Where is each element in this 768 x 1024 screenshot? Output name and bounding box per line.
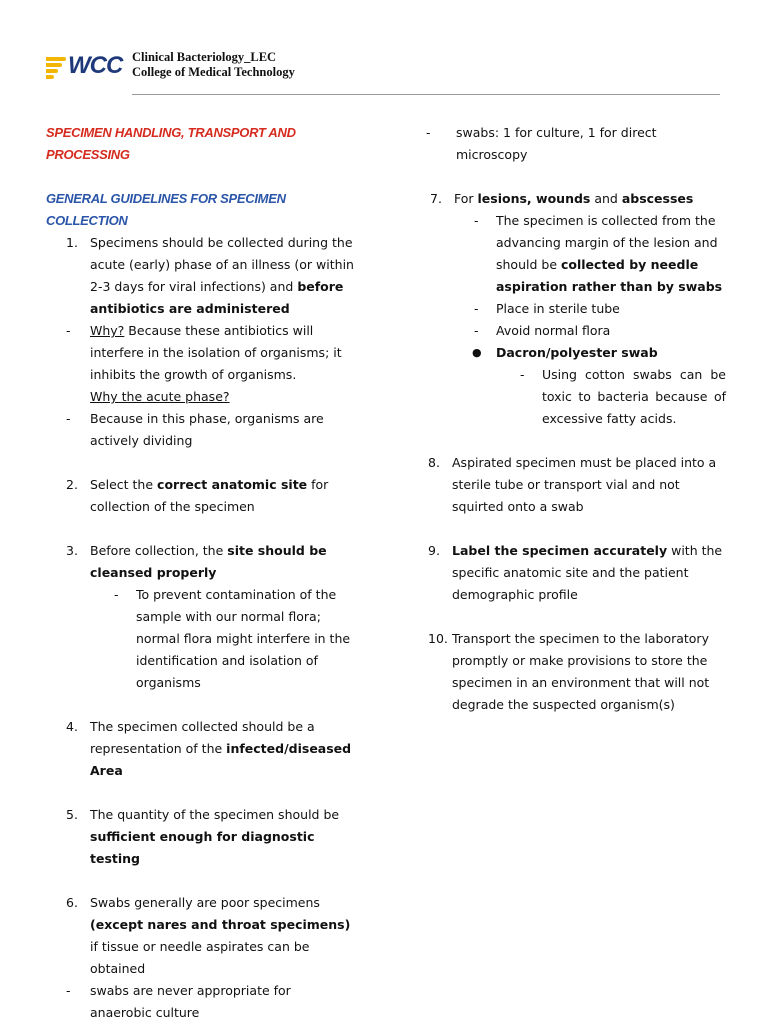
list-item-9 [426,540,726,606]
list-item-4 [46,716,356,782]
item-text: Before collection, the [90,543,228,558]
item-bold: correct anatomic site [157,477,308,492]
item-bold: lesions, wounds [477,191,591,206]
item-number: 2. [66,477,78,492]
item-bold: sufficient enough for diagnostic testing [90,829,315,866]
item-bold: abscesses [621,191,694,206]
why-answer: Because these antibiotics will interfere in the isolation of organisms; it inhibits the growth of organisms. [90,323,342,382]
item-number: 6. [66,895,78,910]
note-text: swabs: 1 for culture, 1 for direct microscopy [456,125,657,162]
list-item-7 [426,188,726,210]
list-item-6 [46,892,356,980]
item-text: Select the [90,477,158,492]
dash-marker: - [520,367,525,382]
document-header [46,42,720,96]
wing-icon [46,54,70,78]
dash-marker: - [66,411,71,426]
dash-note-acute [46,408,356,452]
acute-question: Why the acute phase? [90,389,230,404]
item-number: 7. [430,191,442,206]
dash-marker: - [66,323,71,338]
item-text: with the specific anatomic site and the patient demographic profile [452,543,723,602]
item-bold: infected/diseased Area [90,741,352,778]
list-item-10 [426,628,726,716]
dash-marker: - [114,587,119,602]
item-text: for collection of the specimen [90,477,329,514]
dash-marker: - [66,983,71,998]
note-text: Using cotton swabs can be toxic to bacteria because of excessive fatty acids. [542,367,726,426]
header-divider [132,94,720,95]
dash-note-why [46,320,356,386]
dash-marker: - [474,213,479,228]
note-text: Place in sterile tube [496,301,620,316]
course-title: Clinical Bacteriology_LEC [132,50,277,64]
dash-note-cotton-swabs [426,364,726,430]
dash-note-contamination [46,584,356,694]
item-number: 1. [66,235,78,250]
item-text: Transport the specimen to the laboratory promptly or make provisions to store the specimen in an environment that will not degrade the suspected organism(s) [452,631,710,712]
subsection-title: GENERAL GUIDELINES FOR SPECIMEN COLLECTION [46,191,286,228]
note-text: To prevent contamination of the sample with our normal flora; normal flora might interfere in the identification and isolation of organisms [136,587,351,690]
list-item-3 [46,540,356,584]
note-text: The specimen is collected from the advancing margin of the lesion and should be [496,213,718,272]
list-item-1 [46,232,356,320]
item-text: For [454,191,478,206]
item-number: 9. [428,543,440,558]
bullet-icon: ● [472,346,482,359]
dash-note-normal-flora [426,320,726,342]
dash-note-anaerobic [46,980,356,1024]
dash-marker: - [474,323,479,338]
wcc-logo [46,52,122,82]
note-text: Because in this phase, organisms are actively dividing [90,411,324,448]
right-column [426,122,726,716]
main-section-title: SPECIMEN HANDLING, TRANSPORT AND PROCESSING [46,125,296,162]
dash-note-margin [426,210,726,298]
note-text: Avoid normal flora [496,323,611,338]
left-column [46,122,356,1024]
item-bold: site should be cleansed properly [90,543,327,580]
item-text: The specimen collected should be a representation of the [90,719,315,756]
acute-phase-question [46,386,356,408]
dash-marker: - [426,125,431,140]
note-text: swabs are never appropriate for anaerobic culture [90,983,291,1020]
item-text: The quantity of the specimen should be [90,807,340,822]
item-bold: Label the specimen accurately [452,543,668,558]
college-name: College of Medical Technology [132,65,295,79]
item-text: and [590,191,622,206]
note-bold: collected by needle aspiration rather than by swabs [496,257,723,294]
item-number: 5. [66,807,78,822]
logo-text: WCC [68,52,123,79]
why-question: Why? [90,323,125,338]
dash-note-sterile-tube [426,298,726,320]
dash-marker: - [474,301,479,316]
bullet-text: Dacron/polyester swab [496,345,658,360]
list-item-8 [426,452,726,518]
item-text: if tissue or needle aspirates can be obtained [90,939,310,976]
dash-note-swabs [426,122,726,166]
item-number: 10. [428,631,448,646]
bullet-dacron-swab [426,342,726,364]
item-number: 4. [66,719,78,734]
item-number: 8. [428,455,440,470]
list-item-2 [46,474,356,518]
item-bold: before antibiotics are administered [90,279,344,316]
header-text [132,50,295,80]
item-bold: (except nares and throat specimens) [90,917,351,932]
item-text: Aspirated specimen must be placed into a sterile tube or transport vial and not squirted onto a swab [452,455,717,514]
item-text: Specimens should be collected during the acute (early) phase of an illness (or within 2-3 days for viral infections) and [90,235,354,294]
list-item-5 [46,804,356,870]
item-text: Swabs generally are poor specimens [90,895,320,910]
item-number: 3. [66,543,78,558]
